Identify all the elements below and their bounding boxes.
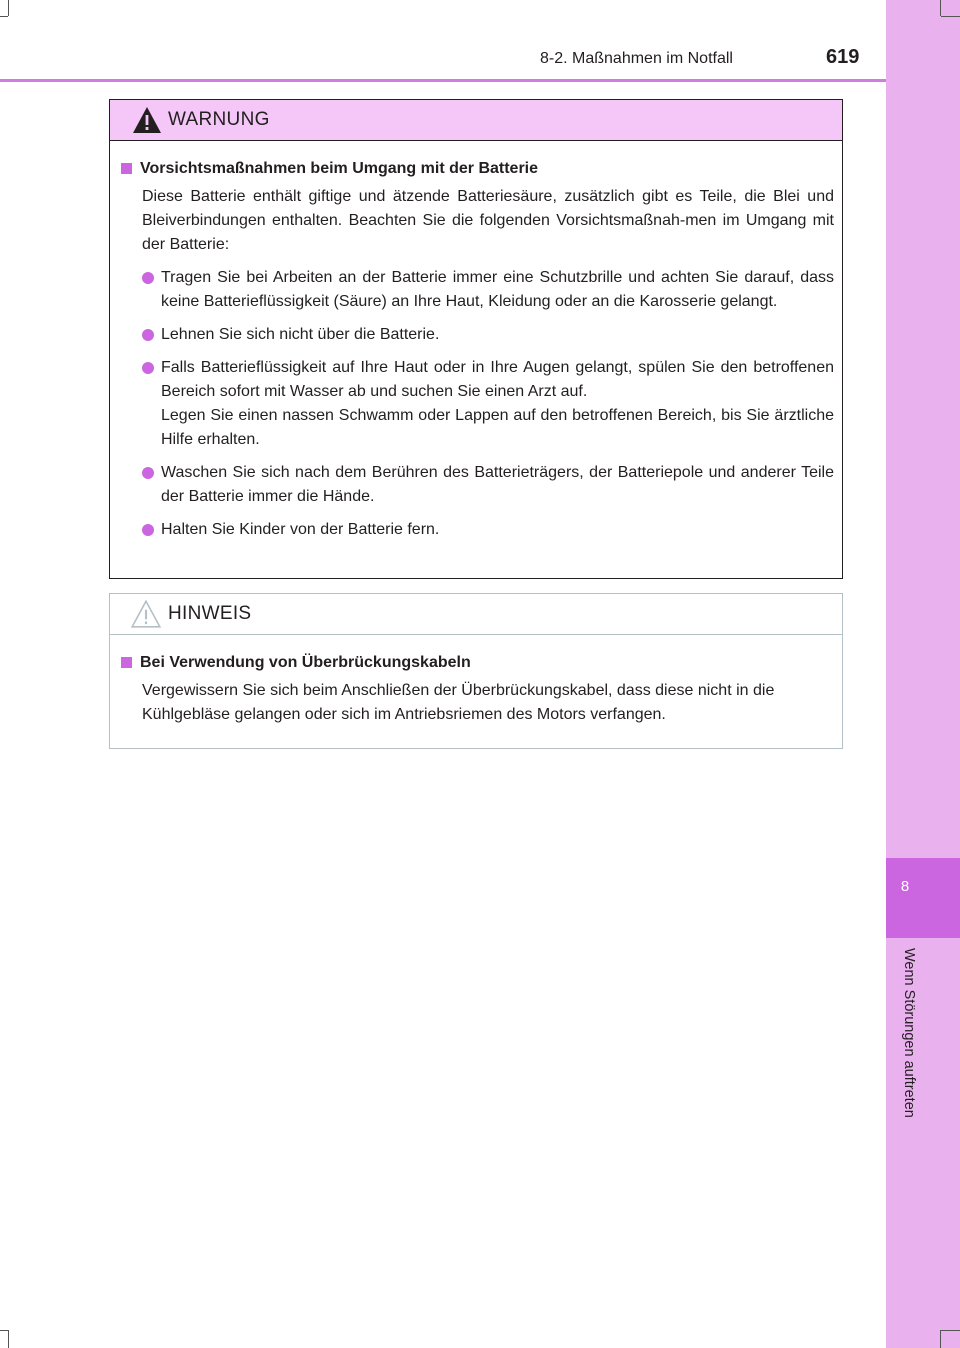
- crop-mark: [0, 1330, 8, 1331]
- warning-box: [109, 99, 843, 579]
- warning-label: WARNUNG: [168, 109, 270, 130]
- list-item-text: Falls Batterieflüssigkeit auf Ihre Haut oder in Ihre Augen gelangt, spülen Sie den betroffenen Bereich sofort mit Wasser ab und suchen Sie einen Arzt auf.: [161, 359, 834, 400]
- bullet-dot-icon: [142, 467, 154, 479]
- hinweis-text: Vergewissern Sie sich beim Anschließen der Überbrückungskabel, dass diese nicht in die Kühlgebläse gelangen oder sich im Antriebsriemen des Motors verfangen.: [142, 682, 775, 723]
- warning-header: [110, 100, 842, 141]
- bullet-dot-icon: [142, 329, 154, 341]
- caution-triangle-outline-icon: [130, 598, 162, 630]
- list-item: [142, 266, 834, 314]
- list-item-text: Halten Sie Kinder von der Batterie fern.: [161, 521, 440, 538]
- crop-mark: [0, 16, 8, 17]
- hinweis-heading-text: Bei Verwendung von Überbrückungskabeln: [140, 654, 471, 671]
- list-item-text: Tragen Sie bei Arbeiten an der Batterie immer eine Schutzbrille und achten Sie darauf, dass keine Batterieflüssigkeit (Säure) an Ihre Haut, Kleidung oder an die Karosserie gelangt.: [161, 269, 834, 310]
- hinweis-box: [109, 593, 843, 749]
- list-item-text: Lehnen Sie sich nicht über die Batterie.: [161, 326, 440, 343]
- warning-heading-text: Vorsichtsmaßnahmen beim Umgang mit der Batterie: [140, 160, 539, 177]
- hinweis-header: [110, 594, 842, 635]
- chapter-number: 8: [900, 878, 910, 895]
- hinweis-subheading: [120, 651, 834, 675]
- hinweis-label: HINWEIS: [168, 603, 252, 624]
- crop-mark: [8, 1330, 9, 1348]
- list-item: [142, 461, 834, 509]
- square-bullet-icon: [121, 657, 132, 668]
- list-item-text: Waschen Sie sich nach dem Berühren des Batterieträgers, der Batteriepole und anderer Teile der Batterie immer die Hände.: [161, 464, 834, 505]
- bullet-dot-icon: [142, 362, 154, 374]
- list-item: [142, 518, 834, 542]
- list-item: [142, 323, 834, 347]
- list-item: [142, 356, 834, 452]
- crop-mark: [941, 1330, 960, 1331]
- crop-mark: [941, 16, 960, 17]
- bullet-dot-icon: [142, 524, 154, 536]
- header-rule: [0, 79, 886, 82]
- hinweis-content: [110, 635, 842, 727]
- warning-subheading: [120, 157, 834, 181]
- crop-mark: [940, 0, 941, 16]
- chapter-tab-active[interactable]: [886, 858, 960, 938]
- warning-content: [110, 141, 842, 542]
- crop-mark: [940, 1330, 941, 1348]
- bullet-dot-icon: [142, 272, 154, 284]
- header-section-title: 8-2. Maßnahmen im Notfall: [540, 50, 733, 67]
- chapter-title: Wenn Störungen auftreten: [901, 948, 917, 1118]
- square-bullet-icon: [121, 163, 132, 174]
- crop-mark: [8, 0, 9, 16]
- list-item-text-continued: Legen Sie einen nassen Schwamm oder Lappen auf den betroffenen Bereich, bis Sie ärztliche Hilfe erhalten.: [161, 407, 834, 448]
- warning-intro: Diese Batterie enthält giftige und ätzende Batteriesäure, zusätzlich gibt es Teile, die Blei und Bleiverbindungen enthalten. Beachten Sie die folgenden Vorsichtsmaßnah-men im Umgang mit der Batterie:: [142, 188, 834, 253]
- page-number: 619: [826, 46, 860, 68]
- warning-triangle-icon: [132, 106, 162, 134]
